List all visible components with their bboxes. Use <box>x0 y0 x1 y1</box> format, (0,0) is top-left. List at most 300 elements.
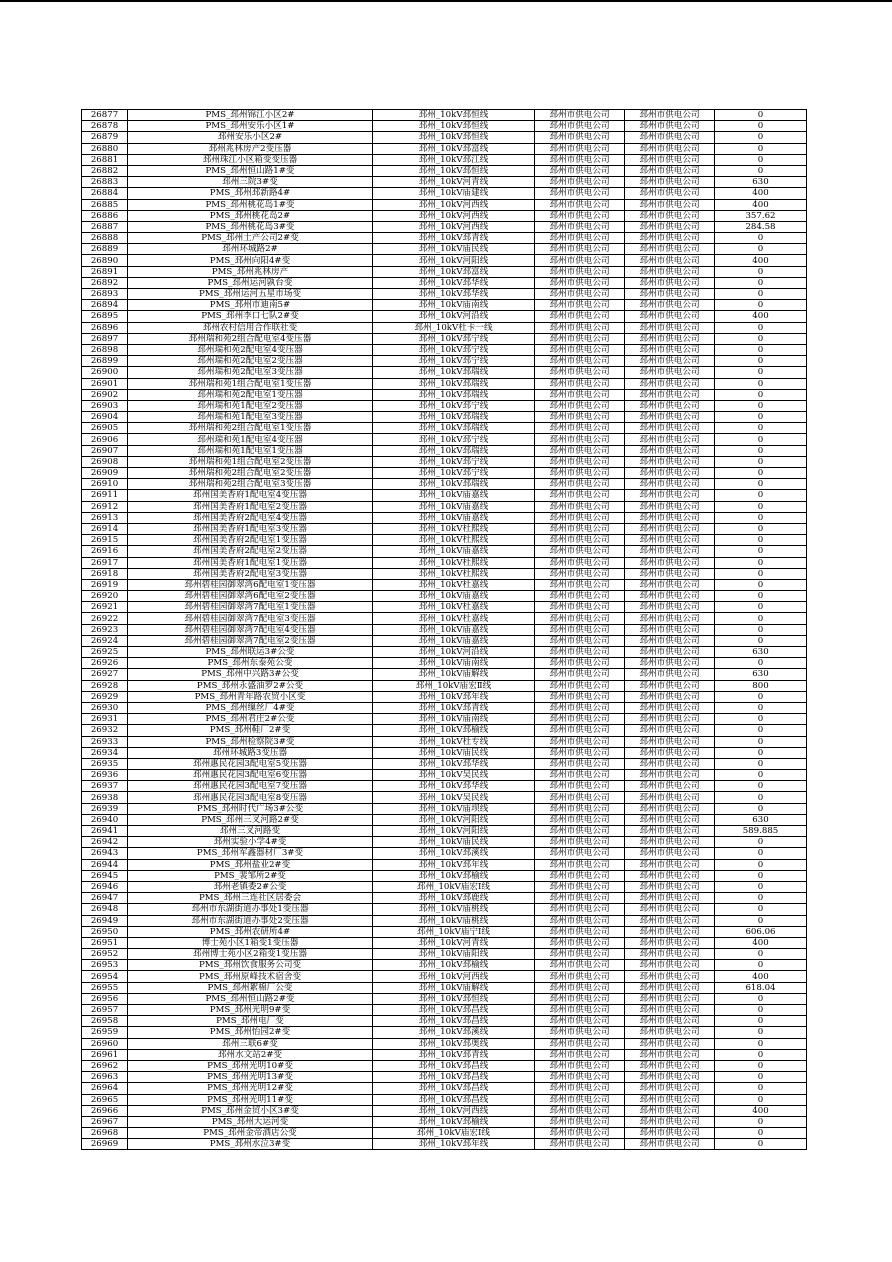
capacity-value-cell: 0 <box>715 512 807 523</box>
row-number-cell: 26887 <box>82 221 128 232</box>
feeder-line-cell: 邳州_10kV吴民线 <box>373 792 535 803</box>
owner-unit-cell: 邳州市供电公司 <box>535 468 625 479</box>
owner-unit-cell: 邳州市供电公司 <box>535 1083 625 1094</box>
capacity-value-cell: 0 <box>715 322 807 333</box>
table-row <box>82 311 807 322</box>
operating-unit-cell: 邳州市供电公司 <box>625 1049 715 1060</box>
operating-unit-cell: 邳州市供电公司 <box>625 479 715 490</box>
feeder-line-cell: 邳州_10kV邳年线 <box>373 691 535 702</box>
capacity-value-cell: 0 <box>715 289 807 300</box>
table-row <box>82 423 807 434</box>
table-row <box>82 568 807 579</box>
table-row <box>82 926 807 937</box>
operating-unit-cell: 邳州市供电公司 <box>625 680 715 691</box>
operating-unit-cell: 邳州市供电公司 <box>625 579 715 590</box>
row-number-cell: 26943 <box>82 848 128 859</box>
row-number-cell: 26913 <box>82 512 128 523</box>
transformer-name-cell: 邳州市东湖街道办事处2变压器 <box>128 915 373 926</box>
transformer-table <box>81 109 807 1150</box>
owner-unit-cell: 邳州市供电公司 <box>535 848 625 859</box>
feeder-line-cell: 邳州_10kV庙民线 <box>373 837 535 848</box>
capacity-value-cell: 0 <box>715 412 807 423</box>
transformer-name-cell: PMS_邳州联运3#公变 <box>128 647 373 658</box>
table-row <box>82 244 807 255</box>
table-row <box>82 579 807 590</box>
row-number-cell: 26922 <box>82 613 128 624</box>
capacity-value-cell: 0 <box>715 143 807 154</box>
capacity-value-cell: 0 <box>715 266 807 277</box>
feeder-line-cell: 邳州_10kV庙嘉线 <box>373 512 535 523</box>
owner-unit-cell: 邳州市供电公司 <box>535 725 625 736</box>
row-number-cell: 26964 <box>82 1083 128 1094</box>
feeder-line-cell: 邳州_10kV邳宁线 <box>373 434 535 445</box>
transformer-name-cell: 邳州惠民花园3配电室5变压器 <box>128 758 373 769</box>
owner-unit-cell: 邳州市供电公司 <box>535 199 625 210</box>
row-number-cell: 26945 <box>82 870 128 881</box>
capacity-value-cell: 400 <box>715 199 807 210</box>
owner-unit-cell: 邳州市供电公司 <box>535 781 625 792</box>
operating-unit-cell: 邳州市供电公司 <box>625 400 715 411</box>
row-number-cell: 26912 <box>82 501 128 512</box>
capacity-value-cell: 0 <box>715 501 807 512</box>
capacity-value-cell: 0 <box>715 1094 807 1105</box>
row-number-cell: 26919 <box>82 579 128 590</box>
owner-unit-cell: 邳州市供电公司 <box>535 456 625 467</box>
row-number-cell: 26962 <box>82 1060 128 1071</box>
table-row <box>82 1060 807 1071</box>
row-number-cell: 26932 <box>82 725 128 736</box>
capacity-value-cell: 0 <box>715 1083 807 1094</box>
table-row <box>82 177 807 188</box>
row-number-cell: 26882 <box>82 165 128 176</box>
capacity-value-cell: 0 <box>715 400 807 411</box>
capacity-value-cell: 400 <box>715 311 807 322</box>
feeder-line-cell: 邳州_10kV杜卡一线 <box>373 322 535 333</box>
owner-unit-cell: 邳州市供电公司 <box>535 826 625 837</box>
feeder-line-cell: 邳州_10kV庙宏Ⅱ线 <box>373 680 535 691</box>
owner-unit-cell: 邳州市供电公司 <box>535 624 625 635</box>
row-number-cell: 26891 <box>82 266 128 277</box>
transformer-name-cell: PMS_邳州光明10#变 <box>128 1060 373 1071</box>
table-row <box>82 803 807 814</box>
row-number-cell: 26901 <box>82 378 128 389</box>
feeder-line-cell: 邳州_10kV邳榆线 <box>373 725 535 736</box>
transformer-name-cell: PMS_邳州光明13#变 <box>128 1072 373 1083</box>
transformer-name-cell: 邳州瑞和苑1配电室4变压器 <box>128 434 373 445</box>
operating-unit-cell: 邳州市供电公司 <box>625 826 715 837</box>
feeder-line-cell: 邳州_10kV邳瑞线 <box>373 412 535 423</box>
table-row <box>82 613 807 624</box>
row-number-cell: 26951 <box>82 937 128 948</box>
operating-unit-cell: 邳州市供电公司 <box>625 546 715 557</box>
owner-unit-cell: 邳州市供电公司 <box>535 535 625 546</box>
feeder-line-cell: 邳州_10kV邳榆线 <box>373 1116 535 1127</box>
owner-unit-cell: 邳州市供电公司 <box>535 1128 625 1139</box>
operating-unit-cell: 邳州市供电公司 <box>625 165 715 176</box>
row-number-cell: 26921 <box>82 602 128 613</box>
transformer-name-cell: PMS_邳州李口七队2#变 <box>128 311 373 322</box>
table-row <box>82 725 807 736</box>
row-number-cell: 26930 <box>82 702 128 713</box>
owner-unit-cell: 邳州市供电公司 <box>535 1139 625 1150</box>
row-number-cell: 26966 <box>82 1105 128 1116</box>
feeder-line-cell: 邳州_10kV邳宁线 <box>373 400 535 411</box>
operating-unit-cell: 邳州市供电公司 <box>625 412 715 423</box>
transformer-name-cell: 邳州实验小学4#变 <box>128 837 373 848</box>
transformer-name-cell: 邳州国美香府2配电室1变压器 <box>128 535 373 546</box>
row-number-cell: 26935 <box>82 758 128 769</box>
transformer-name-cell: 邳州瑞和苑1组合配电室1变压器 <box>128 378 373 389</box>
transformer-name-cell: 邳州安乐小区2# <box>128 132 373 143</box>
owner-unit-cell: 邳州市供电公司 <box>535 714 625 725</box>
operating-unit-cell: 邳州市供电公司 <box>625 1038 715 1049</box>
transformer-name-cell: PMS_邳州时代广场3#公变 <box>128 803 373 814</box>
operating-unit-cell: 邳州市供电公司 <box>625 445 715 456</box>
table-row <box>82 322 807 333</box>
table-row <box>82 993 807 1004</box>
row-number-cell: 26917 <box>82 557 128 568</box>
owner-unit-cell: 邳州市供电公司 <box>535 333 625 344</box>
row-number-cell: 26942 <box>82 837 128 848</box>
owner-unit-cell: 邳州市供电公司 <box>535 523 625 534</box>
owner-unit-cell: 邳州市供电公司 <box>535 479 625 490</box>
feeder-line-cell: 邳州_10kV河西线 <box>373 210 535 221</box>
owner-unit-cell: 邳州市供电公司 <box>535 412 625 423</box>
feeder-line-cell: 邳州_10kV邳恒线 <box>373 993 535 1004</box>
row-number-cell: 26968 <box>82 1128 128 1139</box>
capacity-value-cell: 0 <box>715 468 807 479</box>
row-number-cell: 26927 <box>82 669 128 680</box>
capacity-value-cell: 357.62 <box>715 210 807 221</box>
transformer-name-cell: 邳州农村信用合作联社变 <box>128 322 373 333</box>
table-row <box>82 255 807 266</box>
row-number-cell: 26933 <box>82 736 128 747</box>
feeder-line-cell: 邳州_10kV庙桃线 <box>373 915 535 926</box>
row-number-cell: 26934 <box>82 747 128 758</box>
operating-unit-cell: 邳州市供电公司 <box>625 747 715 758</box>
feeder-line-cell: 邳州_10kV邳宁线 <box>373 456 535 467</box>
feeder-line-cell: 邳州_10kV邳昌线 <box>373 1016 535 1027</box>
feeder-line-cell: 邳州_10kV邳恒线 <box>373 110 535 121</box>
capacity-value-cell: 0 <box>715 758 807 769</box>
transformer-name-cell: PMS_邳州饮食服务公司变 <box>128 960 373 971</box>
table-row <box>82 479 807 490</box>
transformer-name-cell: 邳州老镇委2#公变 <box>128 881 373 892</box>
owner-unit-cell: 邳州市供电公司 <box>535 1027 625 1038</box>
capacity-value-cell: 0 <box>715 1139 807 1150</box>
row-number-cell: 26886 <box>82 210 128 221</box>
feeder-line-cell: 邳州_10kV庙嘉线 <box>373 591 535 602</box>
transformer-name-cell: 邳州瑞和苑1配电室2变压器 <box>128 400 373 411</box>
feeder-line-cell: 邳州_10kV庙嘉线 <box>373 624 535 635</box>
owner-unit-cell: 邳州市供电公司 <box>535 837 625 848</box>
row-number-cell: 26895 <box>82 311 128 322</box>
feeder-line-cell: 邳州_10kV河沿线 <box>373 311 535 322</box>
row-number-cell: 26967 <box>82 1116 128 1127</box>
owner-unit-cell: 邳州市供电公司 <box>535 647 625 658</box>
row-number-cell: 26953 <box>82 960 128 971</box>
feeder-line-cell: 邳州_10kV邳富线 <box>373 266 535 277</box>
table-row <box>82 221 807 232</box>
table-row <box>82 1105 807 1116</box>
owner-unit-cell: 邳州市供电公司 <box>535 277 625 288</box>
feeder-line-cell: 邳州_10kV邳宁线 <box>373 333 535 344</box>
row-number-cell: 26906 <box>82 434 128 445</box>
capacity-value-cell: 0 <box>715 1038 807 1049</box>
table-row <box>82 826 807 837</box>
operating-unit-cell: 邳州市供电公司 <box>625 1027 715 1038</box>
feeder-line-cell: 邳州_10kV邳华线 <box>373 781 535 792</box>
capacity-value-cell: 589.885 <box>715 826 807 837</box>
table-row <box>82 400 807 411</box>
feeder-line-cell: 邳州_10kV邳瑞线 <box>373 389 535 400</box>
operating-unit-cell: 邳州市供电公司 <box>625 870 715 881</box>
capacity-value-cell: 0 <box>715 535 807 546</box>
capacity-value-cell: 630 <box>715 177 807 188</box>
table-row <box>82 848 807 859</box>
owner-unit-cell: 邳州市供电公司 <box>535 613 625 624</box>
owner-unit-cell: 邳州市供电公司 <box>535 803 625 814</box>
owner-unit-cell: 邳州市供电公司 <box>535 244 625 255</box>
owner-unit-cell: 邳州市供电公司 <box>535 770 625 781</box>
feeder-line-cell: 邳州_10kV邳恒线 <box>373 132 535 143</box>
table-row <box>82 982 807 993</box>
owner-unit-cell: 邳州市供电公司 <box>535 792 625 803</box>
row-number-cell: 26941 <box>82 826 128 837</box>
transformer-name-cell: PMS_邳州三连社区居委会 <box>128 893 373 904</box>
feeder-line-cell: 邳州_10kV邳恒线 <box>373 121 535 132</box>
owner-unit-cell: 邳州市供电公司 <box>535 255 625 266</box>
owner-unit-cell: 邳州市供电公司 <box>535 993 625 1004</box>
operating-unit-cell: 邳州市供电公司 <box>625 1072 715 1083</box>
table-row <box>82 1027 807 1038</box>
row-number-cell: 26952 <box>82 949 128 960</box>
capacity-value-cell: 0 <box>715 770 807 781</box>
owner-unit-cell: 邳州市供电公司 <box>535 289 625 300</box>
capacity-value-cell: 0 <box>715 993 807 1004</box>
row-number-cell: 26889 <box>82 244 128 255</box>
owner-unit-cell: 邳州市供电公司 <box>535 702 625 713</box>
row-number-cell: 26896 <box>82 322 128 333</box>
owner-unit-cell: 邳州市供电公司 <box>535 266 625 277</box>
feeder-line-cell: 邳州_10kV邳昌线 <box>373 1005 535 1016</box>
owner-unit-cell: 邳州市供电公司 <box>535 389 625 400</box>
owner-unit-cell: 邳州市供电公司 <box>535 591 625 602</box>
operating-unit-cell: 邳州市供电公司 <box>625 736 715 747</box>
capacity-value-cell: 0 <box>715 300 807 311</box>
row-number-cell: 26890 <box>82 255 128 266</box>
table-row <box>82 434 807 445</box>
table-row <box>82 557 807 568</box>
table-row <box>82 881 807 892</box>
row-number-cell: 26944 <box>82 859 128 870</box>
feeder-line-cell: 邳州_10kV庙南线 <box>373 658 535 669</box>
owner-unit-cell: 邳州市供电公司 <box>535 356 625 367</box>
feeder-line-cell: 邳州_10kV杜熙线 <box>373 568 535 579</box>
transformer-name-cell: PMS_邳州运河孰台变 <box>128 277 373 288</box>
capacity-value-cell: 0 <box>715 736 807 747</box>
row-number-cell: 26898 <box>82 344 128 355</box>
table-row <box>82 233 807 244</box>
table-row <box>82 691 807 702</box>
row-number-cell: 26960 <box>82 1038 128 1049</box>
capacity-value-cell: 0 <box>715 1116 807 1127</box>
transformer-name-cell: 邳州瑞和苑1配电室1变压器 <box>128 445 373 456</box>
row-number-cell: 26954 <box>82 971 128 982</box>
feeder-line-cell: 邳州_10kV庙解线 <box>373 982 535 993</box>
table-row <box>82 870 807 881</box>
feeder-line-cell: 邳州_10kV庙嘉线 <box>373 490 535 501</box>
capacity-value-cell: 0 <box>715 277 807 288</box>
table-row <box>82 837 807 848</box>
capacity-value-cell: 400 <box>715 937 807 948</box>
capacity-value-cell: 0 <box>715 233 807 244</box>
capacity-value-cell: 0 <box>715 691 807 702</box>
table-row <box>82 143 807 154</box>
table-row <box>82 121 807 132</box>
owner-unit-cell: 邳州市供电公司 <box>535 154 625 165</box>
operating-unit-cell: 邳州市供电公司 <box>625 781 715 792</box>
table-row <box>82 1139 807 1150</box>
owner-unit-cell: 邳州市供电公司 <box>535 937 625 948</box>
owner-unit-cell: 邳州市供电公司 <box>535 322 625 333</box>
row-number-cell: 26963 <box>82 1072 128 1083</box>
table-row <box>82 300 807 311</box>
owner-unit-cell: 邳州市供电公司 <box>535 233 625 244</box>
feeder-line-cell: 邳州_10kV河青线 <box>373 177 535 188</box>
capacity-value-cell: 0 <box>715 624 807 635</box>
feeder-line-cell: 邳州_10kV邳昌线 <box>373 1083 535 1094</box>
feeder-line-cell: 邳州_10kV河西线 <box>373 1105 535 1116</box>
capacity-value-cell: 0 <box>715 792 807 803</box>
operating-unit-cell: 邳州市供电公司 <box>625 859 715 870</box>
row-number-cell: 26909 <box>82 468 128 479</box>
capacity-value-cell: 0 <box>715 870 807 881</box>
table-row <box>82 412 807 423</box>
transformer-name-cell: 邳州珠江小区箱变变压器 <box>128 154 373 165</box>
transformer-name-cell: PMS_邳州光明9#变 <box>128 1005 373 1016</box>
capacity-value-cell: 0 <box>715 121 807 132</box>
table-row <box>82 770 807 781</box>
operating-unit-cell: 邳州市供电公司 <box>625 904 715 915</box>
capacity-value-cell: 0 <box>715 803 807 814</box>
row-number-cell: 26955 <box>82 982 128 993</box>
row-number-cell: 26937 <box>82 781 128 792</box>
owner-unit-cell: 邳州市供电公司 <box>535 1049 625 1060</box>
capacity-value-cell: 630 <box>715 814 807 825</box>
operating-unit-cell: 邳州市供电公司 <box>625 255 715 266</box>
owner-unit-cell: 邳州市供电公司 <box>535 367 625 378</box>
transformer-name-cell: 邳州国美香府1配电室2变压器 <box>128 501 373 512</box>
feeder-line-cell: 邳州_10kV庙民线 <box>373 747 535 758</box>
table-row <box>82 512 807 523</box>
table-row <box>82 210 807 221</box>
table-row <box>82 523 807 534</box>
operating-unit-cell: 邳州市供电公司 <box>625 289 715 300</box>
feeder-line-cell: 邳州_10kV庙阳线 <box>373 949 535 960</box>
capacity-value-cell: 0 <box>715 344 807 355</box>
row-number-cell: 26939 <box>82 803 128 814</box>
capacity-value-cell: 0 <box>715 1005 807 1016</box>
row-number-cell: 26948 <box>82 904 128 915</box>
feeder-line-cell: 邳州_10kV庙民线 <box>373 244 535 255</box>
operating-unit-cell: 邳州市供电公司 <box>625 1105 715 1116</box>
row-number-cell: 26892 <box>82 277 128 288</box>
capacity-value-cell: 0 <box>715 244 807 255</box>
owner-unit-cell: 邳州市供电公司 <box>535 949 625 960</box>
capacity-value-cell: 606.06 <box>715 926 807 937</box>
operating-unit-cell: 邳州市供电公司 <box>625 915 715 926</box>
transformer-name-cell: 邳州碧桂园御翠湾7配电室3变压器 <box>128 613 373 624</box>
transformer-name-cell: PMS_邳州桃花岛1#变 <box>128 199 373 210</box>
row-number-cell: 26931 <box>82 714 128 725</box>
operating-unit-cell: 邳州市供电公司 <box>625 814 715 825</box>
table-row <box>82 647 807 658</box>
table-row <box>82 658 807 669</box>
owner-unit-cell: 邳州市供电公司 <box>535 859 625 870</box>
transformer-name-cell: 博士苑小区1箱变1变压器 <box>128 937 373 948</box>
operating-unit-cell: 邳州市供电公司 <box>625 367 715 378</box>
operating-unit-cell: 邳州市供电公司 <box>625 881 715 892</box>
feeder-line-cell: 邳州_10kV邳青线 <box>373 233 535 244</box>
feeder-line-cell: 邳州_10kV邳青线 <box>373 702 535 713</box>
operating-unit-cell: 邳州市供电公司 <box>625 356 715 367</box>
feeder-line-cell: 邳州_10kV邳华线 <box>373 758 535 769</box>
row-number-cell: 26958 <box>82 1016 128 1027</box>
capacity-value-cell: 0 <box>715 1060 807 1071</box>
feeder-line-cell: 邳州_10kV邳瑞线 <box>373 423 535 434</box>
table-row <box>82 445 807 456</box>
row-number-cell: 26903 <box>82 400 128 411</box>
transformer-name-cell: PMS_邳州鞋厂2#变 <box>128 725 373 736</box>
transformer-name-cell: PMS_裴邹所2#变 <box>128 870 373 881</box>
feeder-line-cell: 邳州_10kV庙南线 <box>373 714 535 725</box>
transformer-name-cell: PMS_邳州原峰技术宿舍变 <box>128 971 373 982</box>
operating-unit-cell: 邳州市供电公司 <box>625 266 715 277</box>
transformer-name-cell: PMS_邳州兆林房产 <box>128 266 373 277</box>
page-top-rule <box>0 0 892 2</box>
table-row <box>82 893 807 904</box>
transformer-name-cell: PMS_邳州金帝酒店公变 <box>128 1128 373 1139</box>
capacity-value-cell: 800 <box>715 680 807 691</box>
table-row <box>82 714 807 725</box>
table-body <box>82 110 807 1150</box>
transformer-name-cell: PMS_邳州金贸小区3#变 <box>128 1105 373 1116</box>
row-number-cell: 26899 <box>82 356 128 367</box>
operating-unit-cell: 邳州市供电公司 <box>625 277 715 288</box>
table-row <box>82 389 807 400</box>
operating-unit-cell: 邳州市供电公司 <box>625 702 715 713</box>
capacity-value-cell: 0 <box>715 635 807 646</box>
table-row <box>82 624 807 635</box>
feeder-line-cell: 邳州_10kV庙嘉线 <box>373 635 535 646</box>
capacity-value-cell: 284.58 <box>715 221 807 232</box>
transformer-name-cell: 邳州碧桂园御翠湾6配电室2变压器 <box>128 591 373 602</box>
capacity-value-cell: 0 <box>715 893 807 904</box>
operating-unit-cell: 邳州市供电公司 <box>625 177 715 188</box>
row-number-cell: 26949 <box>82 915 128 926</box>
table-row <box>82 333 807 344</box>
row-number-cell: 26950 <box>82 926 128 937</box>
table-row <box>82 758 807 769</box>
transformer-name-cell: 邳州环城路2# <box>128 244 373 255</box>
owner-unit-cell: 邳州市供电公司 <box>535 926 625 937</box>
row-number-cell: 26918 <box>82 568 128 579</box>
table-row <box>82 591 807 602</box>
operating-unit-cell: 邳州市供电公司 <box>625 949 715 960</box>
capacity-value-cell: 0 <box>715 747 807 758</box>
transformer-name-cell: PMS_邳州絮棉厂公变 <box>128 982 373 993</box>
